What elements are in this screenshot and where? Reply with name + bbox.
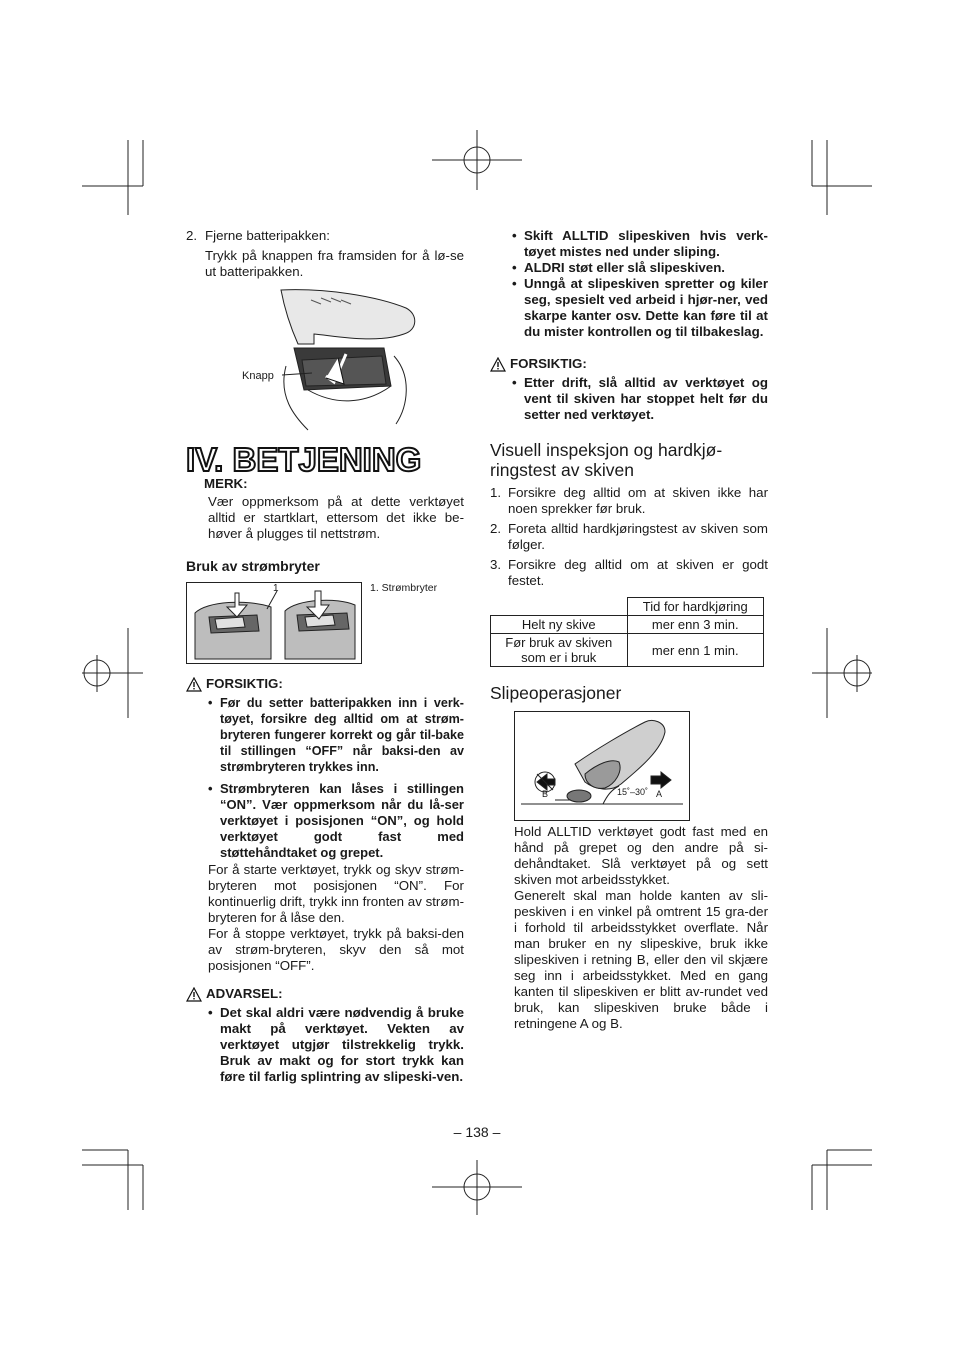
caution-heading	[490, 356, 768, 372]
list-item: • ALDRI støt eller slå slipeskiven.	[512, 260, 768, 276]
list-item: • Strømbryteren kan låses i stillingen “ON”. Vær oppmerksom når du lå-ser verktøyet i posisjonen “ON”, og hold verktøyet godt fast med støttehåndtaket og grepet.	[208, 781, 464, 861]
battery-removal-illustration	[186, 286, 464, 446]
table-row	[491, 616, 764, 634]
step-number: 2.	[490, 521, 502, 536]
list-item: • Unngå at slipeskiven spretter og kiler seg, spesielt ved arbeid i hjør-ner, ved skarpe kanter osv. Dette kan føre til at du mister kontrollen og til tilbakeslag.	[512, 276, 768, 340]
grinding-angle-illustration	[515, 712, 689, 820]
step-number: 3.	[490, 557, 502, 572]
table-header: Tid for hardkjøring	[627, 598, 764, 616]
step-text: Forsikre deg alltid om at skiven er godt festet.	[508, 557, 768, 588]
warning-list	[186, 1005, 464, 1085]
table-cell: Helt ny skive	[491, 616, 628, 634]
list-item: • Skift ALLTID slipeskiven hvis verk-tøyet mistes ned under sliping.	[512, 228, 768, 260]
right-column	[490, 228, 768, 1032]
left-column	[186, 228, 464, 1085]
angle-label: 15˚–30˚	[617, 787, 649, 797]
direction-a-label: A	[656, 789, 663, 799]
caution-block	[490, 356, 768, 423]
step-text: Forsikre deg alltid om at skiven ikke har noen sprekker før bruk.	[508, 485, 768, 516]
top-bullet-list	[490, 228, 768, 340]
stop-text: For å stoppe verktøyet, trykk på baksi-den av strøm-bryteren, skyv den så mot posisjonen “OFF”.	[208, 926, 464, 973]
list-item: • Før du setter batteripakken inn i verk-tøyet, forsikre deg alltid om at strøm-bryteren fungerer korrekt og går til-bake til stillingen “OFF” når baksi-den av strømbryteren trykkes inn.	[208, 695, 464, 775]
caution-list	[186, 695, 464, 861]
list-item	[490, 485, 768, 517]
note-block	[186, 476, 464, 542]
chapter-title: IV. BETJENING	[186, 441, 422, 478]
switch-heading: Bruk av strømbryter	[186, 558, 320, 574]
list-item	[490, 557, 768, 589]
warning-triangle-icon	[490, 357, 506, 372]
button-label: Knapp	[242, 370, 274, 382]
note-heading: MERK:	[204, 476, 248, 491]
list-item: • Det skal aldri være nødvendig å bruke makt på verktøyet. Vekten av verktøyet utgjør tilstrekkelig trykk. Bruk av makt og for stort trykk kan føre til farlig splintring av slipeski-ven.	[208, 1005, 464, 1085]
warning-heading-text: ADVARSEL:	[206, 986, 283, 1001]
leader-line	[282, 370, 312, 380]
page-number: – 138 –	[453, 1124, 501, 1140]
inspection-steps	[490, 485, 768, 589]
grinding-text-2: Generelt skal man holde kanten av sli-peskiven i en vinkel på omtrent 15 gra-der i forhold til arbeidsstykket overflate. Når man bruker en ny slipeskive, bruk ikke slipeskiven i retning B, eller den vil skjære seg inn i arbeidsstykket. Med en gang kanten til slipeskiven er blitt av-rundet ved bruk, kan slipeskiven bruke både i retningene A og B.	[514, 888, 768, 1031]
warning-block	[186, 986, 464, 1085]
switch-legend: 1. Strømbryter	[370, 582, 438, 594]
switch-figure	[186, 582, 362, 664]
warning-triangle-icon	[186, 987, 202, 1002]
step-text: Foreta alltid hardkjøringstest av skiven som følger.	[508, 521, 768, 552]
table-cell: mer enn 1 min.	[627, 634, 764, 667]
table-cell: mer enn 3 min.	[627, 616, 764, 634]
grinding-heading: Slipeoperasjoner	[490, 683, 622, 703]
table-row	[491, 598, 764, 616]
inspection-heading: Visuell inspeksjon og hardkjø-ringstest av skiven	[490, 440, 723, 480]
warning-heading	[186, 986, 464, 1002]
table-cell-empty	[491, 598, 628, 616]
step-number: 2.	[186, 228, 198, 243]
caution-heading-text: FORSIKTIG:	[206, 676, 283, 691]
grinding-figure	[514, 711, 690, 821]
start-text: For å starte verktøyet, trykk og skyv strøm-bryteren mot posisjonen “ON”. For kontinuerlig drift, trykk inn fronten av strøm-bryteren for å låse den.	[208, 862, 464, 925]
step-title: Fjerne batteripakken:	[205, 228, 330, 243]
switch-figure-row	[186, 580, 464, 660]
table-cell: Før bruk av skiven som er i bruk	[491, 634, 628, 667]
list-item	[490, 521, 768, 553]
direction-b-label: B	[542, 789, 549, 799]
warning-triangle-icon	[186, 677, 202, 692]
test-time-table	[490, 597, 764, 667]
list-item: • Etter drift, slå alltid av verktøyet og vent til skiven har stoppet helt før du setter ned verktøyet.	[512, 375, 768, 423]
grinding-text-1: Hold ALLTID verktøyet godt fast med en hånd på grepet og den andre på si-dehåndtaket. Slå verktøyet på og sett skiven mot arbeidsstykket.	[514, 824, 768, 887]
step-number: 1.	[490, 485, 502, 500]
step-text: Trykk på knappen fra framsiden for å lø-se ut batteripakken.	[205, 248, 464, 279]
battery-figure	[186, 286, 464, 446]
caution-block	[186, 676, 464, 861]
callout-number: 1	[273, 583, 279, 594]
caution-heading-text: FORSIKTIG:	[510, 356, 587, 371]
note-text: Vær oppmerksom på at dette verktøyet alltid er startklart, ettersom det ikke be-høver å plugges til nettstrøm.	[208, 494, 464, 541]
table-row	[491, 634, 764, 667]
caution-heading	[186, 676, 464, 692]
caution-list	[490, 375, 768, 423]
step-2	[186, 228, 464, 280]
